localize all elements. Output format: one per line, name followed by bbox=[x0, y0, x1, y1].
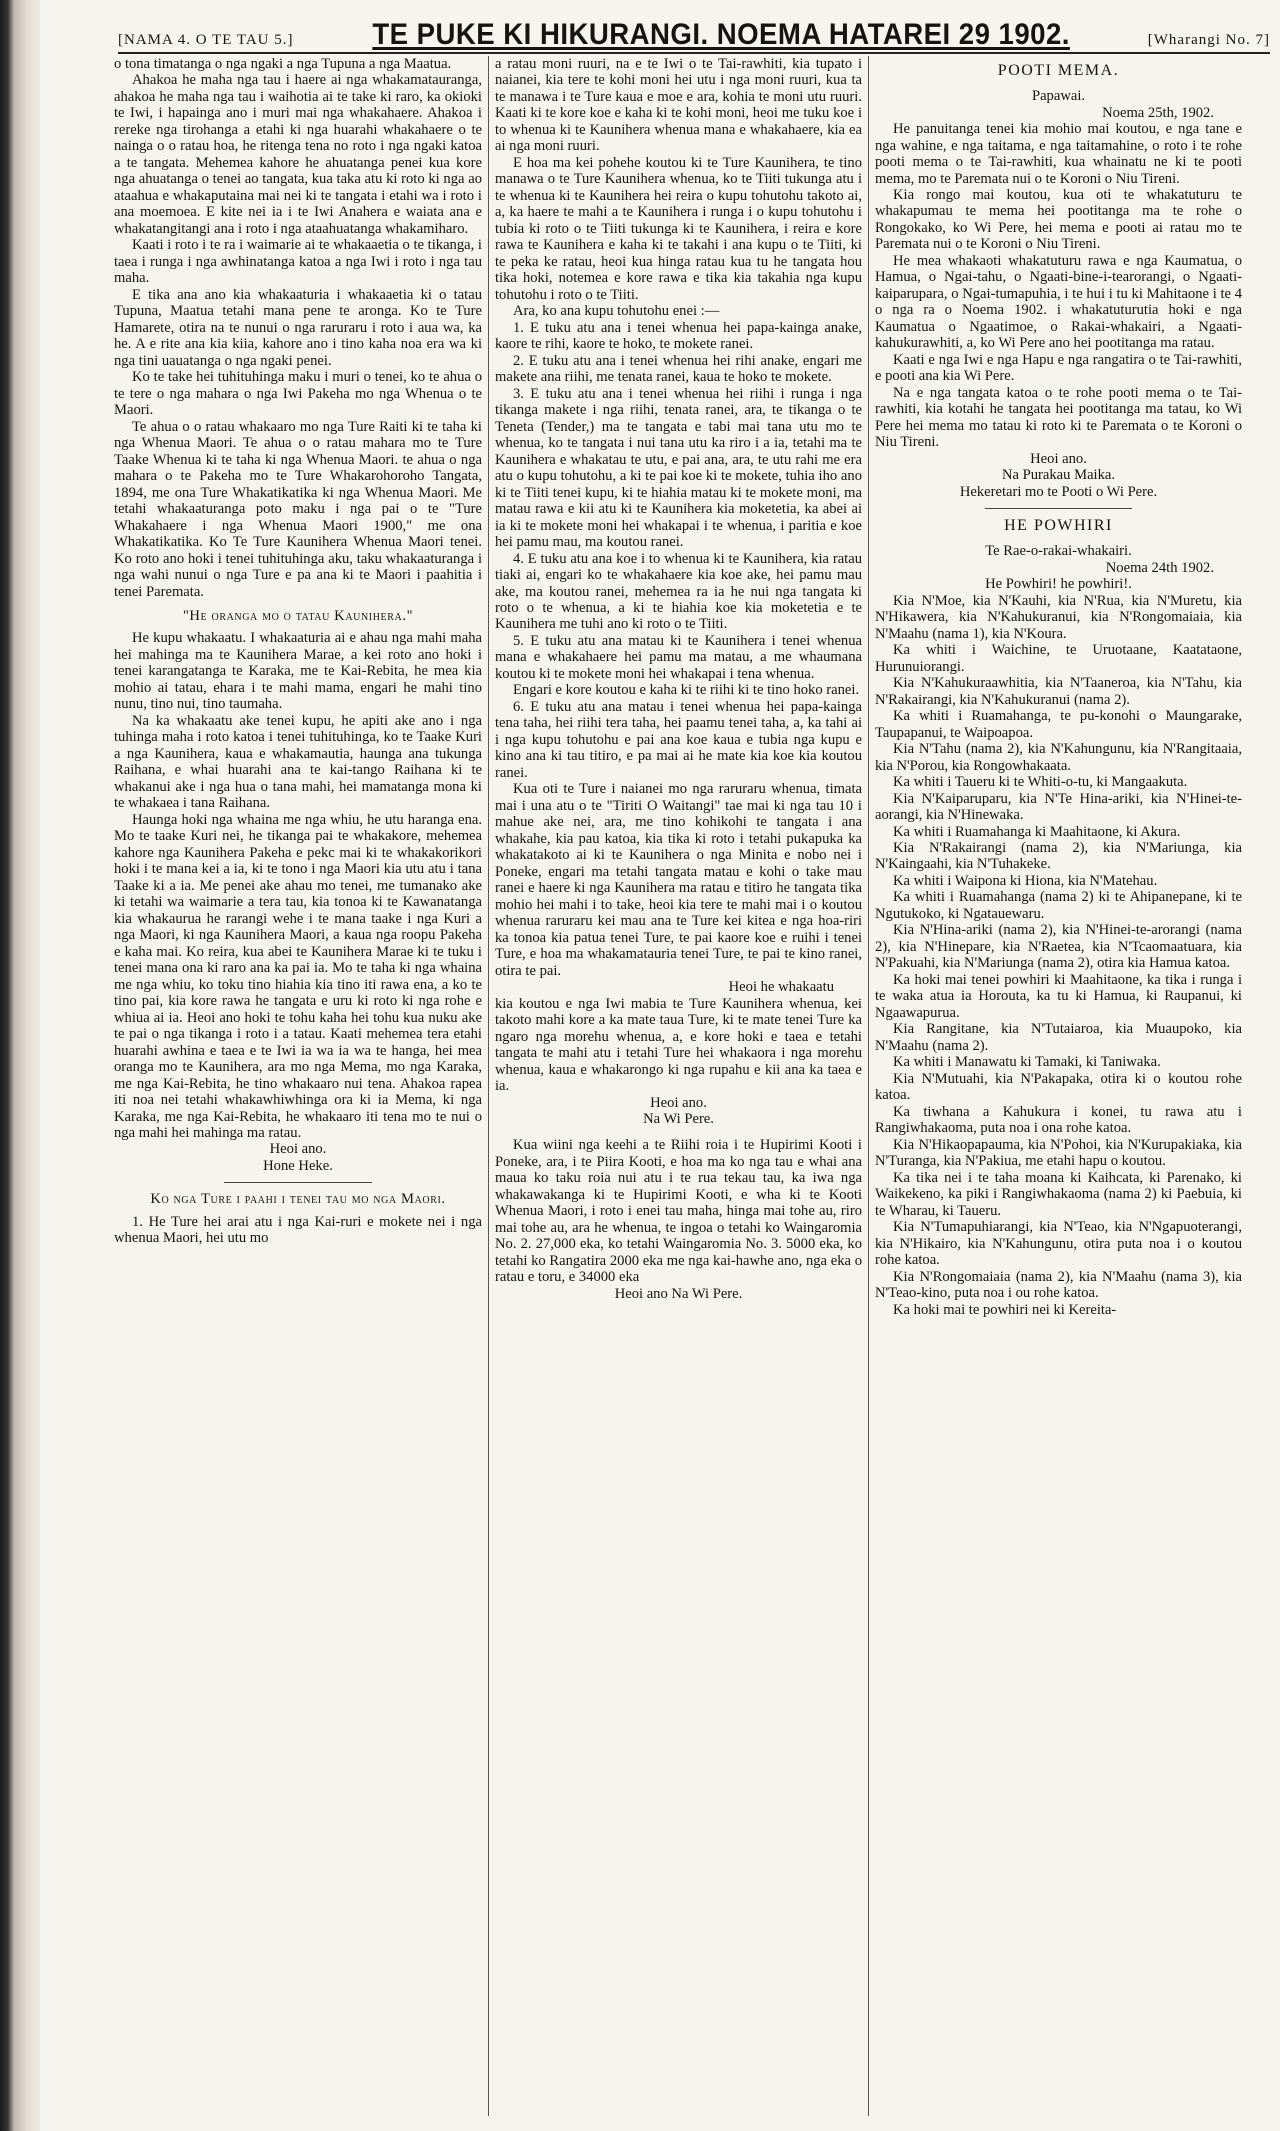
dateline-date: Noema 24th 1902. bbox=[1105, 559, 1214, 576]
article-columns bbox=[108, 56, 1270, 2116]
masthead bbox=[118, 10, 1270, 54]
paragraph: He panuitanga tenei kia mohio mai koutou, e nga tane e nga wahine, e nga taitama, e nga taitamahine, o roto i te rohe pooti mema o te Tai-rawhiti, kua whainatu ne ki te pooti mema, mo te Paremata nui o te Koroni o Niu Tireni. bbox=[875, 121, 1242, 187]
signoff: Heoi he whakaatu bbox=[728, 979, 834, 996]
paragraph: E hoa ma kei pohehe koutou ki te Ture Kaunihera, te tino manawa o te Ture Kaunihera whenua, ko te Tiiti tukunga atu i te whenua ki te Kaunihera hei reira o kupu tohutohu takoto ai, a, ka haere te mahi a te Kaunihera i runga i o kupu tohutohu i tubia ki roto o te Tiiti tukunga ki te Kaunihera, i reira e kore rawa te Kaunihera e kaha ki te takahi i ana kupu o te Tiiti, ki te peka ke ratau, heoi kua hinga ratau kua tu he tangata hou tika hoki, notemea e kore rawa e tika kia takahia nga kupu tohutohu i roto o te Tiiti. bbox=[495, 154, 862, 303]
paragraph: Ka whiti i Ruamahanga ki Maahitaone, ki Akura. bbox=[893, 823, 1181, 840]
section-title: POOTI MEMA. bbox=[997, 62, 1120, 79]
dateline-date: Noema 25th, 1902. bbox=[1102, 104, 1214, 121]
author: Heoi ano Na Wi Pere. bbox=[614, 1285, 743, 1302]
paragraph: Ko te take hei tuhituhinga maku i muri o tenei, ko te ahua o te tere o nga mahara o nga Iwi Pakeha mo nga Whenua o te Maori. bbox=[114, 369, 482, 419]
signoff: Heoi ano. bbox=[269, 1141, 327, 1158]
list-item: 3. E tuku atu ana i tenei whenua hei riihi i runga i nga tikanga makete i nga riihi, tenata ranei, ara, te tikanga o te Teneta (Tender,) ma te tangata e tabi mai tana utu mo te whenua, ko te tangata i nui tana utu ka riro i a ia, tetahi ma te Kaunihera e whakatau te utu, e pai ana, ara, te utu rahi me era atu o kupu tohutohu, a ki te pai koe ki te mokete, tuhia iho ano ki te Tiiti tenei kupu, ki te hiahia matau ki te mokete moni, ma matau rawa e kii atu ki te Kaunihera kia moketetia, ka abei ai ia ki te mokete moni hei whakapai i te whenua, i paritia e koe hei pamu mau, ma koutou ranei. bbox=[495, 385, 862, 551]
dateline-place: Te Rae-o-rakai-whakairi. bbox=[985, 543, 1132, 560]
issue-number: [NAMA 4. O TE TAU 5.] bbox=[118, 32, 294, 48]
paragraph: Kia N'Kaiparuparu, kia N'Te Hina-ariki, kia N'Hinei-te-aorangi, kia N'Hinewaka. bbox=[875, 790, 1242, 824]
paragraph: Ahakoa he maha nga tau i haere ai nga whakamatauranga, ahakoa he maha nga tau i waihotia ai te take ki raro, ka okioki te Iwi, i hapainga ano i muri mai nga whakahaere. Ahakoa i rereke nga tirohanga a etahi ki nga huarahi whakahaere o te nainga o o ratau hoa, he ritenga tena no roto i nga ngaki katoa a te tangata. Mehemea kahore he ahuatanga penei kua kore nga ahuatanga o tenei ao tangata, kua taka atu ki roto ki nga ao ataahua e whakaputaina mai nei ki te tangata i etahi wa i roto i ana moemoea. E kite nei ia i te Iwi Anahera e waiata ana e whakatangitangi ana i roto i nga ataahuatanga whakamiharo. bbox=[114, 72, 482, 237]
paragraph: Kia rongo mai koutou, kua oti te whakatuturu te whakapumau te mema hei pootitanga ma te rohe o Rongokako, ko Wi Pere, hei mema e pooti ai ratau mo te Paremata nui o te Koroni o Niu Tireni. bbox=[875, 186, 1242, 253]
divider bbox=[985, 508, 1132, 509]
paragraph: Ka tiwhana a Kahukura i konei, tu rawa atu i Rangiwhakaoma, puta noa i ona rohe katoa. bbox=[875, 1103, 1242, 1137]
paragraph: Haunga hoki nga whaina me nga whiu, he utu haranga ena. Mo te taake Kuri nei, he tikanga pai te whakakore, mehemea kahore nga Kaunihera Pakeha e pekc mai ki te whakakorikori hoki i te mana kei a ia, ki te tono i nga Maori kia utu atu i tana Taake ki a ia. Me penei ake ahau mo tenei, me tumanako ake ki tetahi wa waimarie a tera tau, kia tonoa ki te Kawanatanga kia whakaurua he rarangi wehe i te mana taake i nga Kuri a nga Maori, ki nga Kaunihera Maori, a kaua nga roopu Pakeha e kaha mai. Ko reira, kua abei te Kaunihera Marae ki te tuku i tenei mana ona ki raro ana ka pai ia. Mo te taha ki nga whaina me nga whiu, ko toku tino hiahia kia tino iti rawa ena, a ko te tino pai, kia kore rawa he tangata e uru ki roto ki nga rohe e whiua ai ia. Heoi ano hoki te tohu kaha hei tohu kua nuku ake te pai o nga tikanga i roto i a tatau. Kaati mehemea tera etahi huarahi awhina e taea e te Iwi ia wa ia wa te hanga, hei mea oranga mo te Kaunihera, ara mo nga Mema, mo nga Karaka, me nga Kai-Rebita, he tino whakaaro nui tena. Ahakoa rapea iti noa nei tetahi whakawhiwhinga ora ki ia Mema, ki nga Karaka, me nga Kai-Rebita, he whakaaro iti tena mo te nui o nga mahi hei mahinga ma ratau. bbox=[114, 811, 482, 1141]
paragraph: Kia N'Rongomaiaia (nama 2), kia N'Maahu (nama 3), kia N'Teao-kino, puta noa i ou rohe katoa. bbox=[875, 1268, 1242, 1302]
author: Hone Heke. bbox=[263, 1157, 333, 1174]
author: Na Wi Pere. bbox=[643, 1111, 714, 1127]
paragraph: Ka whiti i Ruamahanga, te pu-konohi o Maungarake, Taupapanui, te Waipoapoa. bbox=[875, 708, 1242, 741]
paragraph: Ka hoki mai tenei powhiri ki Maahitaone, ka tika i runga i te waka atua ia Horouta, ka tu ki Hamua, ki Raupanui, ki Ngaawapurua. bbox=[875, 971, 1242, 1021]
author: Na Purakau Maika. bbox=[1001, 467, 1116, 484]
paragraph: Ka whiti i Ruamahanga (nama 2) ki te Ahipanepane, ki te Ngutukoko, ki Ngatauewaru. bbox=[875, 889, 1242, 922]
paragraph: He mea whakaoti whakatuturu rawa e nga Kaumatua, o Hamua, o Ngai-tahu, o Ngaati-bine-i-tearorangi, o Ngaati-kaiparupara, o Ngai-tumapuhia, i te hui i tu ki Mahitaone i te 4 o nga ra o Noema 1902. i whakatuturutia hoki e nga Kaumatua o Ngaatimoe, o Rakai-whakairi, a Ngaati-kahukurawhiti, a, ko Wi Pere ano hei pootitanga ma ratau. bbox=[875, 252, 1242, 352]
column-1 bbox=[108, 56, 488, 2116]
signoff: Heoi ano. bbox=[1030, 450, 1087, 467]
list-item: 6. E tuku atu ana matau i tenei whenua hei papa-kainga tena taha, hei riihi tera taha, hei paamu tenei taha, a, ka tahi ai i nga kupu tohutohu e pai ana koe kaua e tubia nga kupu e kino ana ki tau titiro, e pa mai ai he mate kia koe kia koutou ranei. bbox=[495, 698, 862, 781]
section-heading: Ko nga Ture i paahi i tenei tau mo nga Maori. bbox=[150, 1191, 446, 1208]
paragraph: He kupu whakaatu. I whakaaturia ai e ahau nga mahi maha hei mahinga ma te Kaunihera Marae, a kei roto ano hoki i tenei karangatanga te Karaka, me te Kai-Rebita, he mea kia mohio ai tatau, ehara i te mahi mama, engari he mahi tino nunu, tino nui, tino taumaha. bbox=[114, 630, 482, 713]
paragraph: Kia N'Hikaopapauma, kia N'Pohoi, kia N'Kurupakiaka, kia N'Turanga, kia N'Pakiua, me etahi hapu o koutou. bbox=[875, 1136, 1242, 1170]
paragraph: Kua wiini nga keehi a te Riihi roia i te Hupirimi Kooti i Poneke, ara, i te Piira Kooti, e hoa ma ko nga tau e whai ana maua ko taku roia nui atu i te rua tekau tau, ka iwa nga whakawakanga ki te Hupirimi Kooti, e wha ki te Kooti Whenua Maori, i roto i enei tau maha, hinga mai tohe au, riro mai tohe au, ara he whenua, te ingoa o tetahi ko Waingaromia No. 2. 27,000 eka, ko tetahi Waingaromia No. 3. 5000 eka, ko tetahi ko Rangatira 2000 eka me nga kai-hawhe ano, nga eka o ratau e toru, e 34000 eka bbox=[495, 1137, 862, 1286]
paragraph: o tona timatanga o nga ngaki a nga Tupuna a nga Maatua. bbox=[114, 56, 452, 72]
paragraph: Ka whiti i Waipona ki Hiona, kia N'Matehau. bbox=[893, 872, 1158, 889]
paragraph: Kia N'Tumapuhiarangi, kia N'Teao, kia N'Ngapuoterangi, kia N'Hikairo, kia N'Kahungunu, otira puta noa i o koutou rohe katoa. bbox=[875, 1219, 1242, 1269]
column-2 bbox=[488, 56, 868, 2116]
paragraph: E tika ana ano kia whakaaturia i whakaaetia ki o tatau Tupuna, Maatua tetahi mana pene te aronga. Ko te Ture Hamarete, otira na te nunui o nga raruraru i roto i aua wa, ka he. A e rite ana kia kiia, kahore ano i tino kaha noa era wa ki nga tini uauatanga o nga ngaki penei. bbox=[114, 286, 482, 369]
paragraph: Ka whiti i Manawatu ki Tamaki, ki Taniwaka. bbox=[893, 1054, 1161, 1071]
paragraph: Kua oti te Ture i naianei mo nga raruraru whenua, timata mai i una atu o te "Tiriti O Waitangi" tae mai ki nga tau 10 i mahue ake nei, ara, me tino kohikohi te tangata i ana whakahe, kia pau katoa, kia tika ki roto i tetahi pukapuka ka whakatakoto ai ki te Kaunihera o nga Minita e nobo nei i Poneke, engari ma tetahi tangata matau e kohi o take mau ranei e haere ki nga Kaunihera ma ratau e titiro he tangata tika mohio hei mahi i to take, heoi kia tere te mahi mai i o koutou whenua raruraru kei mau ana te Ture kei kitea e nga hoa-riri ka tonoa kia patua tenei Ture, te pai kaore koe e ruihi i tenei Ture, e hoa ma whakamatauria tenei Ture, te pai te kino ranei, otira te pai. bbox=[495, 781, 862, 979]
paragraph: Engari e kore koutou e kaha ki te riihi ki te tino hoko ranei. bbox=[513, 682, 860, 699]
paragraph: Kaati e nga Iwi e nga Hapu e nga rangatira o te Tai-rawhiti, e pooti ana kia Wi Pere. bbox=[875, 351, 1242, 385]
author-title: Hekeretari mo te Pooti o Wi Pere. bbox=[959, 483, 1158, 500]
column-3 bbox=[868, 56, 1248, 2116]
paragraph: Kia N'Hina-ariki (nama 2), kia N'Hinei-te-arorangi (nama 2), kia N'Hinepare, kia N'Raetea, kia N'Tcaomaatuara, kia N'Pakuahi, kia N'Mariunga (nama 2), otira kia Hamua katoa. bbox=[875, 922, 1242, 972]
signoff: Heoi ano. bbox=[650, 1094, 707, 1111]
list-item: 4. E tuku atu ana koe i to whenua ki te Kaunihera, kia ratau tiaki ai, engari ko te whakahaere kia koe ake, hei pamu mau ake, ma koutou ranei, mehemea ra ia he nui nga tangata ki roto o te whenua, a ki te hiahia koe kia moketetia e te Kaunihera me tuhi ano ki roto o te Tiiti. bbox=[495, 550, 862, 633]
paragraph: Na ka whakaatu ake tenei kupu, he apiti ake ano i nga tuhinga maha i roto katoa i tenei tuhituhinga, ko te Taake Kuri a nga Kaunihera, kaua e whakamautia, haunga ana tukunga Raihana, e whai huarahi ana te kai-tango Raihana ki te whakanui ake i nga hua o tana mahi, hei mamatanga mona ki te whakaea i tana Raihana. bbox=[114, 712, 482, 812]
paragraph: Ka whiti i Taueru ki te Whiti-o-tu, ki Mangaakuta. bbox=[893, 774, 1188, 791]
section-heading: "He oranga mo o tatau Kaunihera." bbox=[182, 607, 414, 624]
dateline-place: Papawai. bbox=[1031, 88, 1086, 105]
paragraph: Kia N'Moe, kia N'Kauhi, kia N'Rua, kia N'Muretu, kia N'Hikawera, kia N'Kahukuranui, kia N'Rongomaiaia, kia N'Maahu (nama 1), kia N'Koura. bbox=[875, 592, 1242, 642]
list-item: 1. E tuku atu ana i tenei whenua hei papa-kainga anake, kaore te rihi, kaore te hoko, te mokete ranei. bbox=[495, 319, 862, 353]
paragraph: Na e nga tangata katoa o te rohe pooti mema o te Tai-rawhiti, kia kotahi he tangata hei pootitanga ma tatau, ko Wi Pere hei mema mo tatau ki roto ki te Paremata o te Koroni o Niu Tireni. bbox=[875, 384, 1242, 451]
paragraph: Te ahua o o ratau whakaaro mo nga Ture Raiti ki te taha ki nga Whenua Maori. Te ahua o o ratau mahara mo te Ture Taake Whenua ki te taha ki nga Whenua Maori. te ahua o nga mahara o te Pakeha mo te Ture Whakarohoroho Tangata, 1894, me ona Ture Whakatikatika ki nga Whenua Maori. Me tetahi whakaaturanga poto maku i nga pai o te "Ture Whakahaere i nga Whenua Maori 1900," me ona Whakatikatika. Ko Te Ture Kaunihera Whenua Maori tenei. Ko roto ano hoki i tenei tuhituhinga aku, taku whakaaturanga i nga wahi nunui o nga Ture e pa ana ki te Maori i paahitia i tenei Paremata. bbox=[114, 418, 482, 600]
paragraph: Ka tika nei i te taha moana ki Kaihcata, ki Parenako, ki Waikekeno, ka piki i Rangiwhakaoma (nama 2) ki Paebuia, ki te Wharau, ki Taueru. bbox=[875, 1169, 1242, 1219]
paragraph: Kia N'Tahu (nama 2), kia N'Kahungunu, kia N'Rangitaaia, kia N'Porou, kia Rongowhakaata. bbox=[875, 741, 1242, 774]
paragraph: Ka whiti i Waichine, te Uruotaane, Kaatataone, Hurunuiorangi. bbox=[875, 642, 1242, 675]
paragraph: Kia N'Mutuahi, kia N'Pakapaka, otira ki o koutou rohe katoa. bbox=[875, 1070, 1242, 1104]
paragraph: Kaati i roto i te ra i waimarie ai te whakaaetia o te tikanga, i taea i runga i nga awhinatanga katoa a nga Iwi i roto i nga tau maha. bbox=[114, 237, 482, 287]
greeting: He Powhiri! he powhiri!. bbox=[985, 576, 1132, 593]
newspaper-title: TE PUKE KI HIKURANGI. NOEMA HATAREI 29 1902. bbox=[371, 18, 1070, 51]
list-item: 2. E tuku atu ana i tenei whenua hei rihi anake, engari me makete ana riihi, me tenata ranei, kaua te hoko te mokete. bbox=[495, 352, 862, 386]
list-item: 5. E tuku atu ana matau ki te Kaunihera i tenei whenua mana e whakahaere hei pamu ma matau, a me whaumana koutou ki te mokete moni hei whakapai i tena whenua. bbox=[495, 632, 862, 682]
page-number: [Wharangi No. 7] bbox=[1147, 32, 1270, 48]
paragraph: Kia N'Rakairangi (nama 2), kia N'Mariunga, kia N'Kaingaahi, kia N'Tuhakeke. bbox=[875, 839, 1242, 873]
paragraph: a ratau moni ruuri, na e te Iwi o te Tai-rawhiti, kia tupato i naianei, kia tere te kohi moni hei utu i nga moni ruuri, kua ta te manawa i te Ture kaua e moe e ara, kohia te moni utu ruuri. Kaati ki te kore koe e kaha ki te kohi moni, heoi me tuku koe i to whenua ki te Kaunihera whenua mana e whakahaere, kia ea ai nga moni ruuri. bbox=[495, 56, 862, 155]
paragraph: 1. He Ture hei arai atu i nga Kai-ruri e mokete nei i nga whenua Maori, hei utu mo bbox=[114, 1213, 482, 1247]
binding-spine bbox=[0, 0, 40, 2131]
paragraph: Ara, ko ana kupu tohutohu enei :— bbox=[513, 303, 720, 320]
divider bbox=[224, 1182, 371, 1183]
paragraph: kia koutou e nga Iwi mabia te Ture Kaunihera whenua, kei takoto mahi kore a ka mate taua Ture, ki te mate tenei Ture ka ngaro nga morehu whenua, a, e kore hoki e taea e tetahi tangata te mahi atu i tetahi Ture hei whakaora i nga morehu whenua, kaua e whakarongo ki nga rupahu e kii ana ka taea e ia. bbox=[495, 995, 862, 1095]
paragraph: Kia Rangitane, kia N'Tutaiaroa, kia Muaupoko, kia N'Maahu (nama 2). bbox=[875, 1021, 1242, 1054]
paragraph: Kia N'Kahukuraawhitia, kia N'Taaneroa, kia N'Tahu, kia N'Rakairangi, kia N'Kahukuranui (nama 2). bbox=[875, 675, 1242, 708]
paragraph: Ka hoki mai te powhiri nei ki Kereita- bbox=[893, 1301, 1117, 1318]
section-title: HE POWHIRI bbox=[1004, 517, 1113, 535]
